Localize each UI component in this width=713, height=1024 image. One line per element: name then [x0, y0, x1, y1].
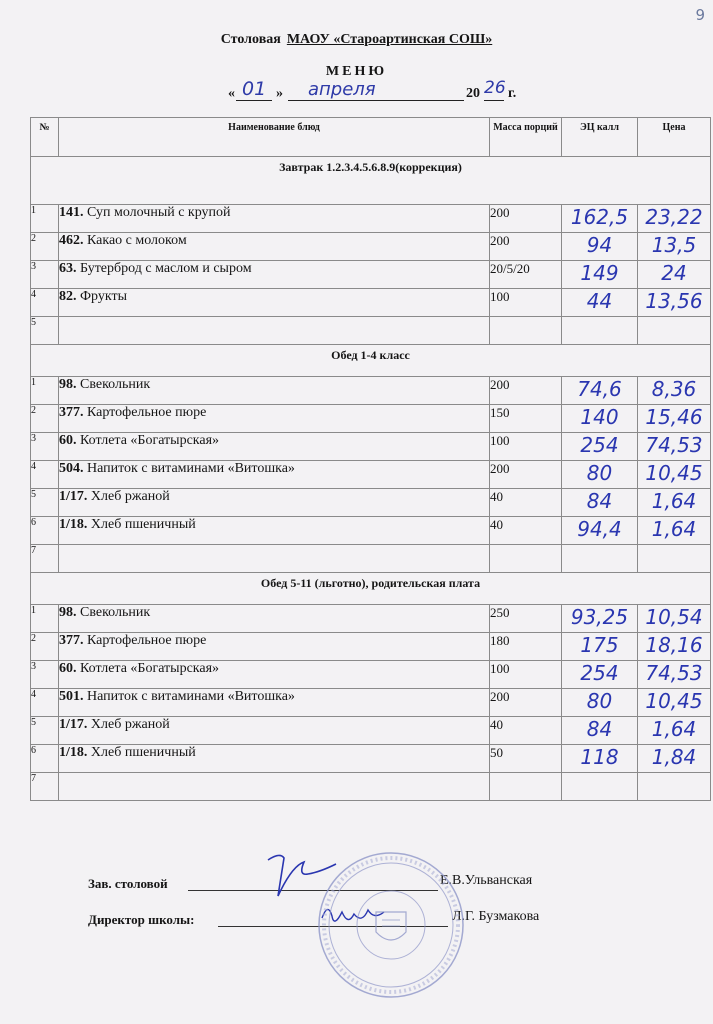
dish-name-cell [59, 661, 490, 689]
price: 24 [638, 261, 711, 289]
energy-kcal: 254 [562, 661, 638, 689]
portion-mass: 40 [490, 517, 562, 545]
energy-kcal: 84 [562, 717, 638, 745]
price [638, 545, 711, 573]
table-row [31, 289, 711, 317]
energy-kcal [562, 317, 638, 345]
dish-name: Котлета «Богатырская» [80, 661, 220, 676]
menu-table [30, 117, 711, 801]
page-number: 9 [695, 6, 705, 24]
col-header-mass: Масса порций [490, 118, 562, 157]
price: 10,54 [638, 605, 711, 633]
school-name: МАОУ «Староартинская СОШ» [286, 32, 493, 47]
dish-name-cell [59, 289, 490, 317]
dish-code: 63. [59, 261, 77, 276]
dish-name-cell [59, 377, 490, 405]
price: 8,36 [638, 377, 711, 405]
table-row [31, 517, 711, 545]
portion-mass: 200 [490, 461, 562, 489]
col-header-kcal: ЭЦ калл [562, 118, 638, 157]
row-number: 7 [31, 545, 59, 573]
dish-name: Котлета «Богатырская» [80, 433, 220, 448]
price: 1,64 [638, 517, 711, 545]
energy-kcal: 84 [562, 489, 638, 517]
dish-name: Напиток с витаминами «Витошка» [87, 689, 295, 704]
portion-mass: 100 [490, 289, 562, 317]
date-quote-open: « [228, 86, 235, 101]
energy-kcal: 175 [562, 633, 638, 661]
dish-name: Хлеб ржаной [90, 489, 170, 504]
dish-name-cell [59, 489, 490, 517]
menu-title: МЕНЮ [325, 64, 388, 79]
portion-mass: 200 [490, 205, 562, 233]
table-row [31, 717, 711, 745]
dish-name: Фрукты [80, 289, 128, 304]
dish-name-cell [59, 433, 490, 461]
dish-name-cell [59, 233, 490, 261]
dish-name: Хлеб пшеничный [90, 517, 196, 532]
table-row [31, 205, 711, 233]
dish-name: Хлеб ржаной [90, 717, 170, 732]
portion-mass: 180 [490, 633, 562, 661]
table-row [31, 489, 711, 517]
price: 15,46 [638, 405, 711, 433]
col-header-number: № [31, 118, 59, 157]
director-name: Л.Г. Бузмакова [452, 909, 540, 924]
menu-table-body [31, 157, 711, 801]
portion-mass: 50 [490, 745, 562, 773]
table-row [31, 773, 711, 801]
price: 10,45 [638, 461, 711, 489]
portion-mass: 200 [490, 233, 562, 261]
portion-mass: 150 [490, 405, 562, 433]
dish-name-cell [59, 545, 490, 573]
dish-name-cell [59, 261, 490, 289]
date-year-suffix: г. [508, 86, 517, 101]
energy-kcal: 140 [562, 405, 638, 433]
price: 1,84 [638, 745, 711, 773]
row-number: 7 [31, 773, 59, 801]
table-row [31, 745, 711, 773]
canteen-line [0, 32, 713, 48]
dish-code: 60. [59, 433, 77, 448]
price [638, 317, 711, 345]
dish-name: Какао с молоком [87, 233, 187, 248]
portion-mass: 20/5/20 [490, 261, 562, 289]
portion-mass [490, 545, 562, 573]
dish-name: Картофельное пюре [87, 405, 207, 420]
dish-name: Хлеб пшеничный [90, 745, 196, 760]
canteen-label: Столовая [220, 32, 281, 47]
row-number: 3 [31, 433, 59, 461]
portion-mass [490, 773, 562, 801]
month-underline [288, 100, 464, 101]
portion-mass: 100 [490, 661, 562, 689]
energy-kcal [562, 773, 638, 801]
dish-name-cell [59, 773, 490, 801]
portion-mass: 40 [490, 489, 562, 517]
dish-name: Свекольник [80, 377, 151, 392]
price: 10,45 [638, 689, 711, 717]
dish-code: 98. [59, 605, 77, 620]
official-seal [316, 850, 466, 1000]
table-row [31, 461, 711, 489]
energy-kcal: 162,5 [562, 205, 638, 233]
table-row [31, 689, 711, 717]
section-header-row [31, 157, 711, 205]
price: 74,53 [638, 661, 711, 689]
table-row [31, 261, 711, 289]
row-number: 1 [31, 205, 59, 233]
dish-code: 504. [59, 461, 84, 476]
dish-name-cell [59, 405, 490, 433]
date-day: 01 [242, 78, 267, 100]
portion-mass: 200 [490, 689, 562, 717]
day-underline [236, 100, 272, 101]
row-number: 6 [31, 517, 59, 545]
row-number: 5 [31, 489, 59, 517]
col-header-dish-name: Наименование блюд [59, 118, 490, 157]
energy-kcal: 254 [562, 433, 638, 461]
dish-name-cell [59, 517, 490, 545]
dish-name-cell [59, 317, 490, 345]
director-label: Директор школы: [88, 912, 195, 927]
price: 1,64 [638, 489, 711, 517]
dish-code: 60. [59, 661, 77, 676]
dish-name: Напиток с витаминами «Витошка» [87, 461, 295, 476]
col-header-price: Цена [638, 118, 711, 157]
section-title: Завтрак 1.2.3.4.5.6.8.9(коррекция) [31, 157, 711, 205]
year-underline [484, 100, 504, 101]
portion-mass: 100 [490, 433, 562, 461]
section-header-row [31, 573, 711, 605]
dish-name-cell [59, 633, 490, 661]
table-row [31, 377, 711, 405]
price: 13,5 [638, 233, 711, 261]
dish-name: Бутерброд с маслом и сыром [80, 261, 252, 276]
row-number: 4 [31, 461, 59, 489]
row-number: 1 [31, 377, 59, 405]
table-row [31, 661, 711, 689]
dish-name-cell [59, 745, 490, 773]
table-row [31, 433, 711, 461]
dish-code: 462. [59, 233, 84, 248]
row-number: 2 [31, 233, 59, 261]
energy-kcal: 74,6 [562, 377, 638, 405]
dish-code: 1/17. [59, 717, 88, 732]
table-row [31, 317, 711, 345]
row-number: 3 [31, 261, 59, 289]
canteen-head-label: Зав. столовой [88, 876, 168, 891]
date-quote-close: » [276, 86, 283, 101]
energy-kcal: 118 [562, 745, 638, 773]
row-number: 2 [31, 633, 59, 661]
dish-name: Картофельное пюре [87, 633, 207, 648]
portion-mass: 40 [490, 717, 562, 745]
dish-code: 1/17. [59, 489, 88, 504]
table-row [31, 545, 711, 573]
dish-name-cell [59, 717, 490, 745]
dish-name-cell [59, 605, 490, 633]
row-number: 4 [31, 689, 59, 717]
dish-code: 377. [59, 405, 84, 420]
canteen-head-name: Е.В.Ульванская [440, 873, 533, 888]
row-number: 6 [31, 745, 59, 773]
dish-name-cell [59, 461, 490, 489]
table-header-row [31, 118, 711, 157]
date-month: апреля [308, 79, 376, 100]
price: 23,22 [638, 205, 711, 233]
dish-code: 501. [59, 689, 84, 704]
date-year-prefix: 20 [466, 86, 480, 101]
table-row [31, 405, 711, 433]
energy-kcal: 93,25 [562, 605, 638, 633]
price [638, 773, 711, 801]
row-number: 5 [31, 717, 59, 745]
dish-code: 1/18. [59, 745, 88, 760]
energy-kcal: 80 [562, 461, 638, 489]
price: 18,16 [638, 633, 711, 661]
section-title: Обед 1-4 класс [31, 345, 711, 377]
energy-kcal: 94 [562, 233, 638, 261]
table-row [31, 233, 711, 261]
energy-kcal: 149 [562, 261, 638, 289]
dish-code: 377. [59, 633, 84, 648]
energy-kcal: 94,4 [562, 517, 638, 545]
section-header-row [31, 345, 711, 377]
energy-kcal: 44 [562, 289, 638, 317]
dish-code: 82. [59, 289, 77, 304]
date-year-handwritten: 26 [484, 78, 506, 98]
portion-mass: 200 [490, 377, 562, 405]
energy-kcal [562, 545, 638, 573]
dish-name: Свекольник [80, 605, 151, 620]
row-number: 2 [31, 405, 59, 433]
energy-kcal: 80 [562, 689, 638, 717]
row-number: 1 [31, 605, 59, 633]
dish-name-cell [59, 205, 490, 233]
dish-code: 141. [59, 205, 84, 220]
row-number: 5 [31, 317, 59, 345]
dish-name: Суп молочный с крупой [87, 205, 231, 220]
row-number: 3 [31, 661, 59, 689]
dish-code: 1/18. [59, 517, 88, 532]
section-title: Обед 5-11 (льготно), родительская плата [31, 573, 711, 605]
portion-mass: 250 [490, 605, 562, 633]
price: 13,56 [638, 289, 711, 317]
price: 74,53 [638, 433, 711, 461]
portion-mass [490, 317, 562, 345]
price: 1,64 [638, 717, 711, 745]
table-row [31, 605, 711, 633]
dish-name-cell [59, 689, 490, 717]
date-line [228, 80, 548, 102]
table-row [31, 633, 711, 661]
row-number: 4 [31, 289, 59, 317]
dish-code: 98. [59, 377, 77, 392]
